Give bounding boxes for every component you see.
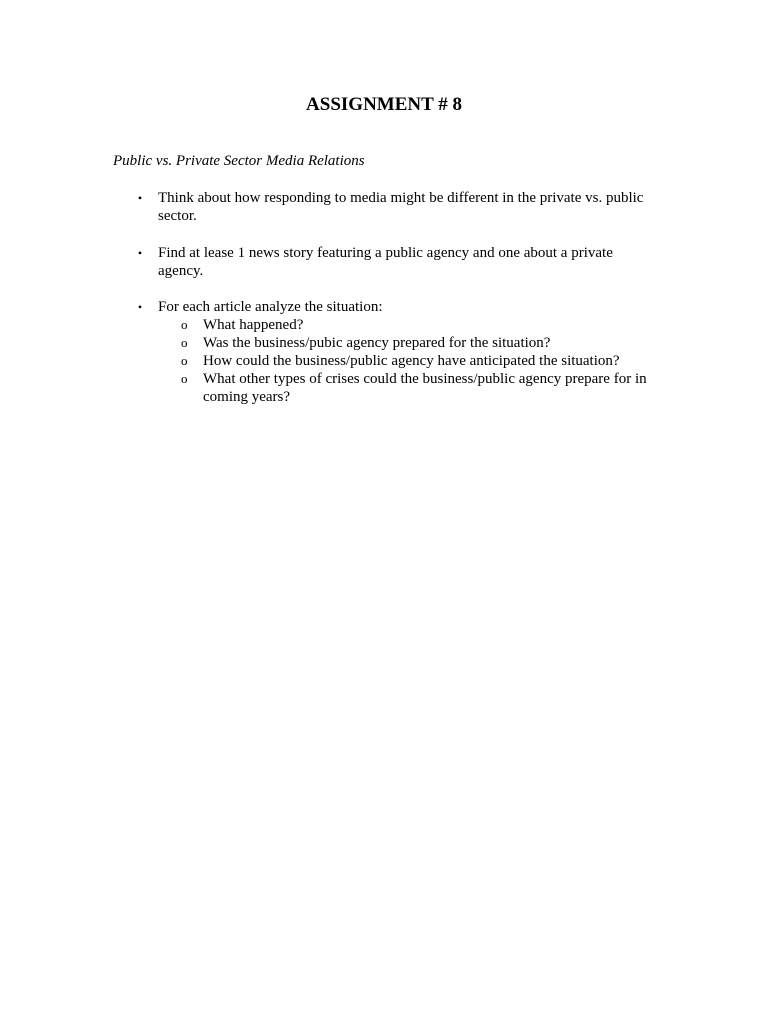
sub-list-item [158,334,658,352]
sub-marker: o [181,317,188,332]
sub-marker: o [181,371,188,386]
bullet-marker: • [137,191,143,205]
sub-item-text: How could the business/public agency have anticipated the situation? [203,353,620,369]
bullet-content [158,298,658,406]
sub-list-item [158,316,658,334]
bullet-text: Find at lease 1 news story featuring a public agency and one about a private agency. [158,245,613,279]
section-subtitle: Public vs. Private Sector Media Relations [113,153,365,169]
bullet-marker: • [137,300,143,314]
sub-item-text: What other types of crises could the business/public agency prepare for in coming years? [203,371,647,405]
bullet-text: For each article analyze the situation: [158,299,383,315]
sub-marker: o [181,353,188,368]
page-title: ASSIGNMENT # 8 [306,94,462,115]
sub-item-text: What happened? [203,317,304,333]
bullet-text: Think about how responding to media might be different in the private vs. public sector. [158,190,644,224]
bullet-marker: • [137,246,143,260]
sub-item-text: Was the business/pubic agency prepared for the situation? [203,335,551,351]
sub-list [158,316,658,406]
sub-marker: o [181,335,188,350]
sub-list-item [158,370,658,406]
sub-list-item [158,352,658,370]
